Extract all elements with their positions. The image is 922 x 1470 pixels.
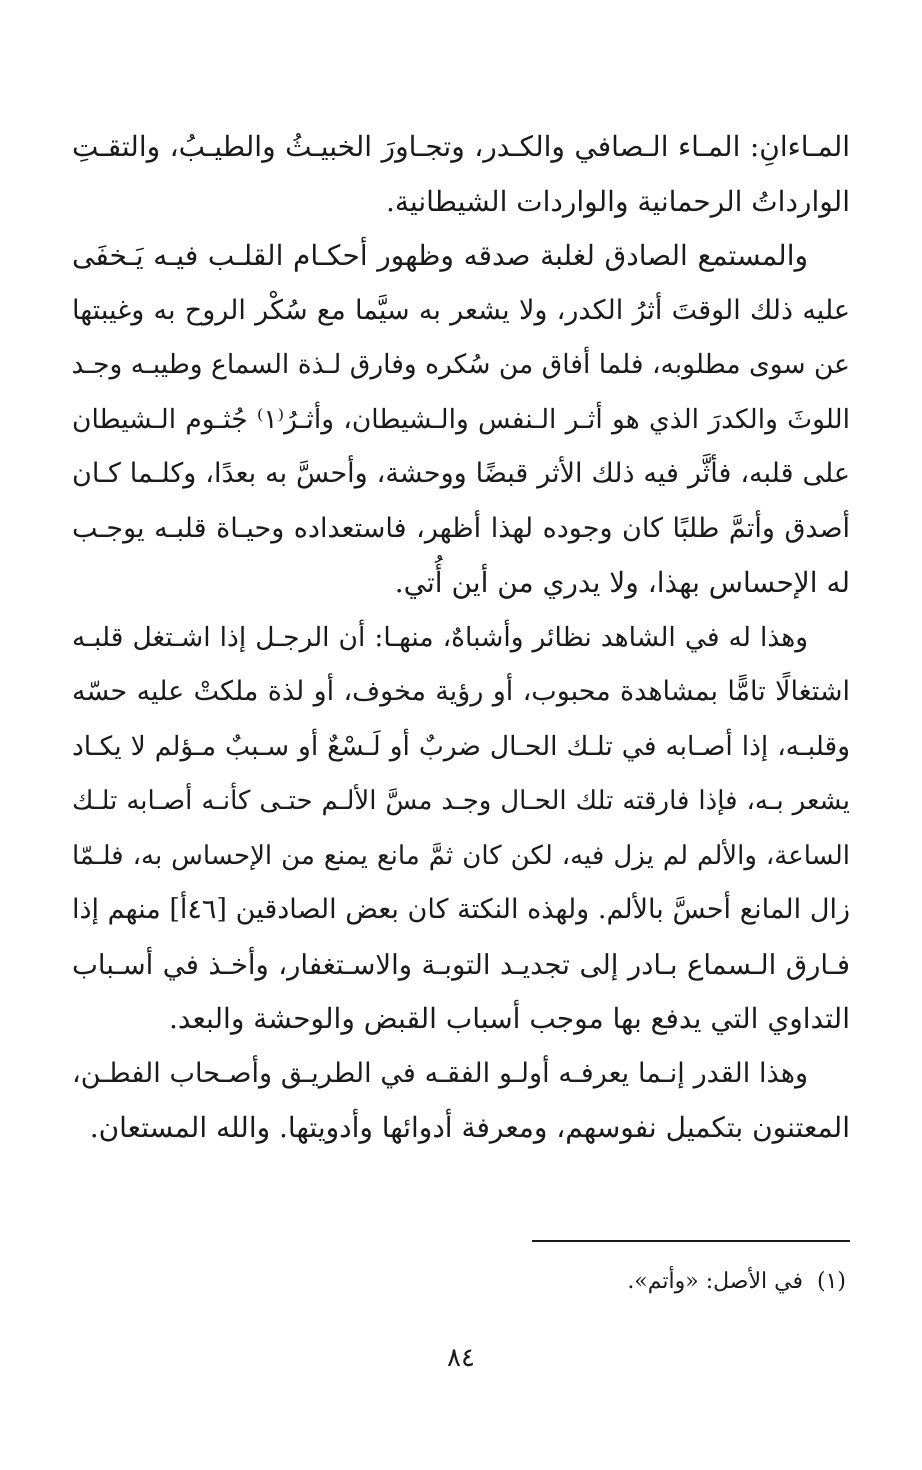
text-line: عليه ذلك الوقتَ أثرُ الكدر، ولا يشعر به سيَّما مع سُكْر الروح به وغيبتها bbox=[72, 294, 850, 326]
footnote-separator bbox=[532, 1240, 850, 1242]
text-line: وهذا القدر إنـما يعرفـه أولـو الفقـه في الطريـق وأصـحاب الفطـن، bbox=[72, 1057, 808, 1089]
footnote-text: في الأصل: «وأتم». bbox=[627, 1269, 803, 1294]
footnote-number: (١) bbox=[816, 1269, 846, 1294]
text-line: المـاءانِ: المـاء الـصافي والكـدر، وتجـاورَ الخبيـثُ والطيـبُ، والتقـتِ bbox=[72, 130, 850, 163]
text-line: عن سوى مطلوبه، فلما أفاق من سُكره وفارق لـذة السماع وطيبـه وجـد bbox=[71, 349, 850, 380]
text-line: أصدق وأتمَّ طلبًا كان وجوده لهذا أظهر، فاستعداده وحيـاة قلبـه يوجـب bbox=[72, 512, 850, 544]
text-line: المعتنون بتكميل نفوسهم، ومعرفة أدوائها وأدويتها. والله المستعان. bbox=[89, 1111, 850, 1144]
text-line: وهذا له في الشاهد نظائر وأشباهٌ، منهـا: أن الرجـل إذا اشـتغل قلبـه bbox=[72, 621, 808, 653]
footnote bbox=[627, 1262, 846, 1302]
main-text bbox=[72, 120, 850, 1156]
text-line: اشتغالًا تامًّا بمشاهدة محبوب، أو رؤية مخوف، أو لذة ملكتْ عليه حسّه bbox=[72, 676, 850, 707]
text-line: فـارق الـسماع بـادر إلى تجديـد التوبـة والاسـتغفار، وأخـذ في أسـباب bbox=[72, 948, 850, 981]
text-line: اللوثَ والكدرَ الذي هو أثـر الـنفس والـشيطان، وأثـرُ⁽١⁾ جُثـوم الـشيطان bbox=[72, 403, 850, 435]
text-line: على قلبه، فأثَّر فيه ذلك الأثر قبضًا ووحشة، وأحسَّ به بعدًا، وكلـما كـان bbox=[72, 458, 850, 489]
text-line: التداوي التي يدفع بها موجب أسباب القبض والوحشة والبعد. bbox=[168, 1002, 850, 1035]
text-line: له الإحساس بهذا، ولا يدري من أين أُتي. bbox=[394, 566, 850, 599]
page-number: ٨٤ bbox=[447, 1343, 475, 1373]
text-line: يشعر بـه، فإذا فارقته تلك الحـال وجـد مسَّ الألـم حتـى كأنـه أصـابه تلـك bbox=[72, 786, 850, 816]
text-line: وقلبـه، إذا أصـابه في تلـك الحـال ضربٌ أو لَـسْعٌ أو سـببٌ مـؤلم لا يكـاد bbox=[72, 730, 850, 762]
text-line: الوارداتُ الرحمانية والواردات الشيطانية. bbox=[385, 184, 850, 218]
text-line: الساعة، والألم لم يزل فيه، لكن كان ثمَّ مانع يمنع من الإحساس به، فلـمّا bbox=[72, 840, 850, 871]
text-line: زال المانع أحسَّ بالألم. ولهذه النكتة كان بعض الصادقين [٤٦أ] منهم إذا bbox=[72, 894, 850, 925]
text-line: والمستمع الصادق لغلبة صدقه وظهور أحكـام القلـب فيـه يَـخفَى bbox=[72, 239, 808, 272]
